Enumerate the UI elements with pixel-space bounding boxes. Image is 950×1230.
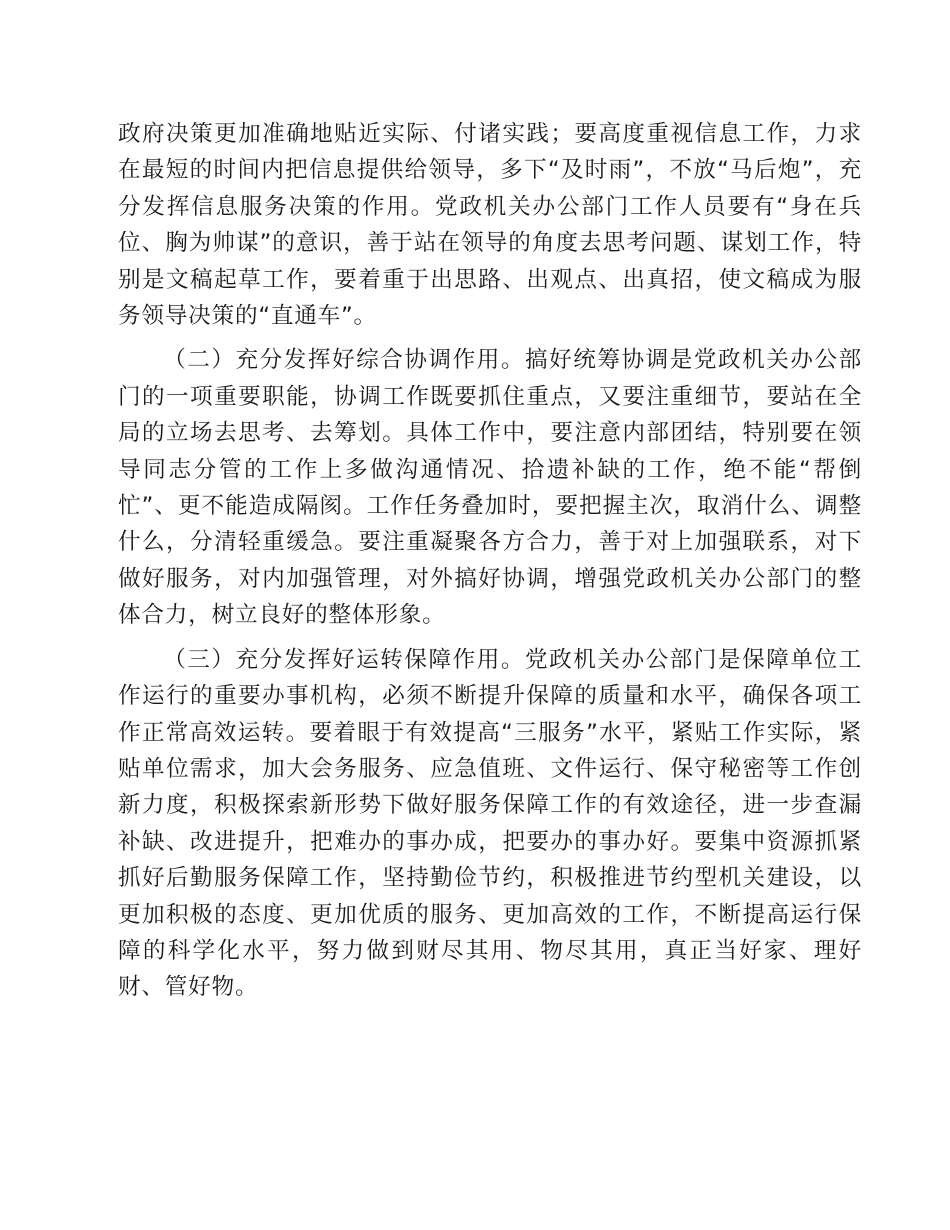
document-body: [118, 116, 862, 1014]
paragraph-decision-info: 政府决策更加准确地贴近实际、付诸实践；要高度重视信息工作，力求在最短的时间内把信息提供给领导，多下“及时雨”，不放“马后炮”，充分发挥信息服务决策的作用。党政机关办公部门工作人员要有“身在兵位、胸为帅谋”的意识，善于站在领导的角度去思考问题、谋划工作，特别是文稿起草工作，要着重于出思路、出观点、出真招，使文稿成为服务领导决策的“直通车”。: [118, 121, 862, 330]
paragraph-coordination-role: （二）充分发挥好综合协调作用。搞好统筹协调是党政机关办公部门的一项重要职能，协调工作既要抓住重点，又要注重细节，要站在全局的立场去思考、去筹划。具体工作中，要注意内部团结，特别要在领导同志分管的工作上多做沟通情况、拾遗补缺的工作，绝不能“帮倒忙”、更不能造成隔阂。工作任务叠加时，要把握主次，取消什么、调整什么，分清轻重缓急。要注重凝聚各方合力，善于对上加强联系，对下做好服务，对内加强管理，对外搞好协调，增强党政机关办公部门的整体合力，树立良好的整体形象。: [118, 347, 862, 629]
paragraph-operation-support-role: （三）充分发挥好运转保障作用。党政机关办公部门是保障单位工作运行的重要办事机构，必须不断提升保障的质量和水平，确保各项工作正常高效运转。要着眼于有效提高“三服务”水平，紧贴工作实际，紧贴单位需求，加大会务服务、应急值班、文件运行、保守秘密等工作创新力度，积极探索新形势下做好服务保障工作的有效途径，进一步查漏补缺、改进提升，把难办的事办成，把要办的事办好。要集中资源抓紧抓好后勤服务保障工作，坚持勤俭节约，积极推进节约型机关建设，以更加积极的态度、更加优质的服务、更加高效的工作，不断提高运行保障的科学化水平，努力做到财尽其用、物尽其用，真正当好家、理好财、管好物。: [118, 646, 862, 1001]
